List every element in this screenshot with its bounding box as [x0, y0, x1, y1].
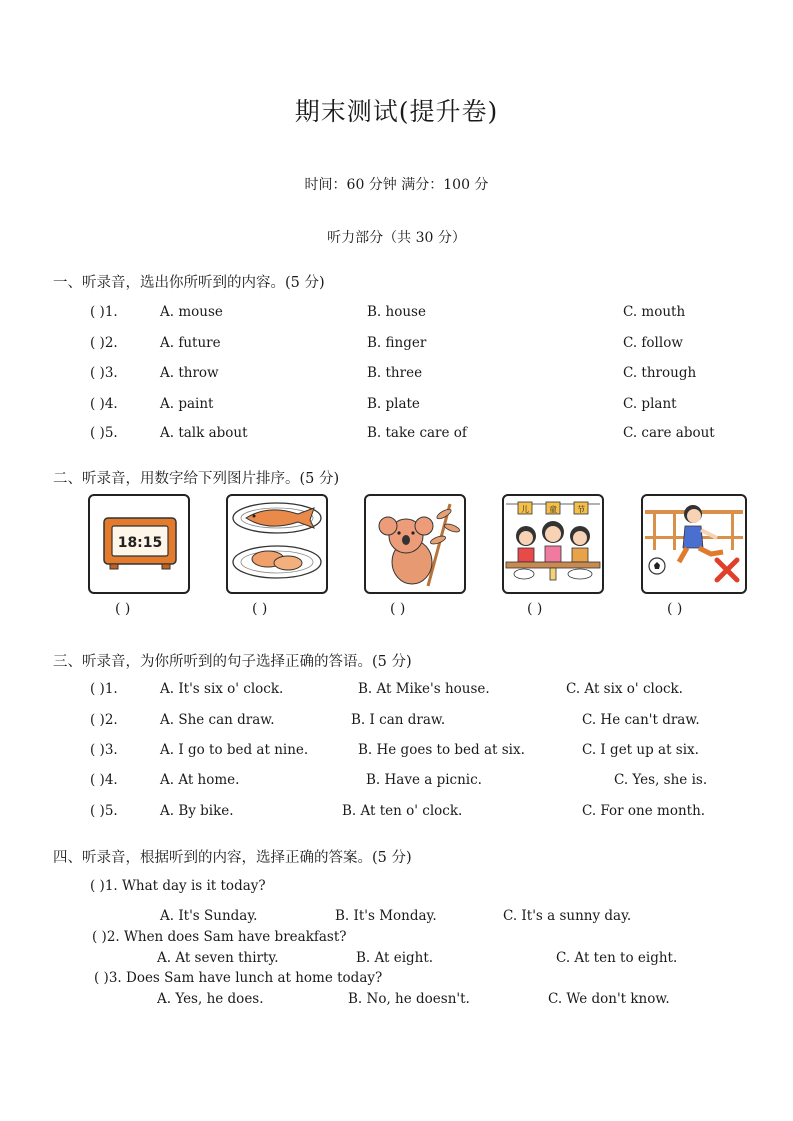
option-a: A. mouse	[160, 304, 223, 320]
option-c: C. He can't draw.	[582, 712, 700, 728]
option-b: B. three	[367, 365, 423, 381]
answer-blank[interactable]: ( )3.	[90, 365, 118, 381]
part4-heading: 四、听录音，根据听到的内容，选择正确的答案。(5 分)	[53, 850, 412, 866]
answer-blank[interactable]: ( )2.	[90, 335, 118, 351]
option-c: C. follow	[623, 335, 683, 351]
part1-heading: 一、听录音，选出你所听到的内容。(5 分)	[53, 275, 325, 291]
party-icon	[504, 496, 602, 592]
option-c: C. Yes, she is.	[614, 772, 708, 788]
option-c: C. It's a sunny day.	[503, 908, 632, 924]
answer-blank[interactable]: ( )5.	[90, 803, 118, 819]
answer-blank[interactable]: ( )	[667, 601, 683, 617]
answer-blank[interactable]: ( )2.	[90, 712, 118, 728]
answer-blank[interactable]: ( )	[390, 601, 406, 617]
banner-text: 儿	[521, 505, 529, 514]
option-a: A. At seven thirty.	[157, 950, 279, 966]
answer-blank[interactable]: ( )4.	[90, 772, 118, 788]
picture-childrens-day	[502, 494, 604, 594]
option-a: A. She can draw.	[160, 712, 275, 728]
cross-icon	[717, 560, 737, 580]
answer-blank[interactable]: ( )	[252, 601, 268, 617]
option-a: A. throw	[160, 365, 219, 381]
answer-blank[interactable]: ( )	[527, 601, 543, 617]
exam-info: 时间：60 分钟 满分：100 分	[304, 177, 489, 193]
banner-text: 节	[577, 505, 585, 514]
option-c: C. I get up at six.	[582, 742, 699, 758]
option-a: A. paint	[160, 396, 214, 412]
option-a: A. By bike.	[160, 803, 234, 819]
option-b: B. house	[367, 304, 426, 320]
option-b: B. take care of	[367, 425, 467, 441]
part2-heading: 二、听录音，用数字给下列图片排序。(5 分)	[53, 471, 340, 487]
option-b: B. Have a picnic.	[366, 772, 482, 788]
option-a: A. Yes, he does.	[157, 991, 264, 1007]
option-b: B. It's Monday.	[335, 908, 437, 924]
option-c: C. through	[623, 365, 697, 381]
option-b: B. finger	[367, 335, 427, 351]
clock-time: 18:15	[117, 535, 163, 551]
answer-blank[interactable]: ( )1.	[90, 681, 118, 697]
option-c: C. At ten to eight.	[556, 950, 678, 966]
option-b: B. No, he doesn't.	[348, 991, 470, 1007]
option-a: A. At home.	[160, 772, 240, 788]
option-b: B. I can draw.	[351, 712, 446, 728]
picture-clock	[88, 494, 190, 594]
option-c: C. We don't know.	[548, 991, 670, 1007]
option-b: B. At Mike's house.	[358, 681, 490, 697]
question-2[interactable]: ( )2. When does Sam have breakfast?	[92, 929, 347, 945]
picture-food-plates	[226, 494, 328, 594]
question-1[interactable]: ( )1. What day is it today?	[90, 878, 266, 894]
picture-football	[641, 494, 747, 594]
option-a: A. talk about	[160, 425, 248, 441]
answer-blank[interactable]: ( )1.	[90, 304, 118, 320]
option-c: C. At six o' clock.	[566, 681, 683, 697]
option-a: A. It's six o' clock.	[160, 681, 284, 697]
option-a: A. I go to bed at nine.	[160, 742, 309, 758]
question-3[interactable]: ( )3. Does Sam have lunch at home today?	[94, 970, 383, 986]
part3-heading: 三、听录音，为你所听到的句子选择正确的答语。(5 分)	[53, 654, 412, 670]
option-c: C. care about	[623, 425, 715, 441]
answer-blank[interactable]: ( )5.	[90, 425, 118, 441]
banner-text: 童	[549, 505, 557, 514]
option-a: A. It's Sunday.	[160, 908, 258, 924]
option-b: B. At eight.	[356, 950, 434, 966]
answer-blank[interactable]: ( )	[115, 601, 131, 617]
option-c: C. plant	[623, 396, 677, 412]
option-b: B. He goes to bed at six.	[358, 742, 525, 758]
option-c: C. mouth	[623, 304, 686, 320]
koala-icon	[366, 496, 464, 592]
option-a: A. future	[160, 335, 221, 351]
picture-koala	[364, 494, 466, 594]
option-b: B. At ten o' clock.	[342, 803, 463, 819]
food-plates-icon	[228, 496, 326, 592]
football-icon	[643, 496, 745, 592]
listening-header: 听力部分（共 30 分）	[327, 230, 466, 246]
clock-icon	[90, 496, 188, 592]
option-b: B. plate	[367, 396, 420, 412]
answer-blank[interactable]: ( )4.	[90, 396, 118, 412]
page-title: 期末测试(提升卷)	[294, 97, 499, 126]
option-c: C. For one month.	[582, 803, 706, 819]
answer-blank[interactable]: ( )3.	[90, 742, 118, 758]
